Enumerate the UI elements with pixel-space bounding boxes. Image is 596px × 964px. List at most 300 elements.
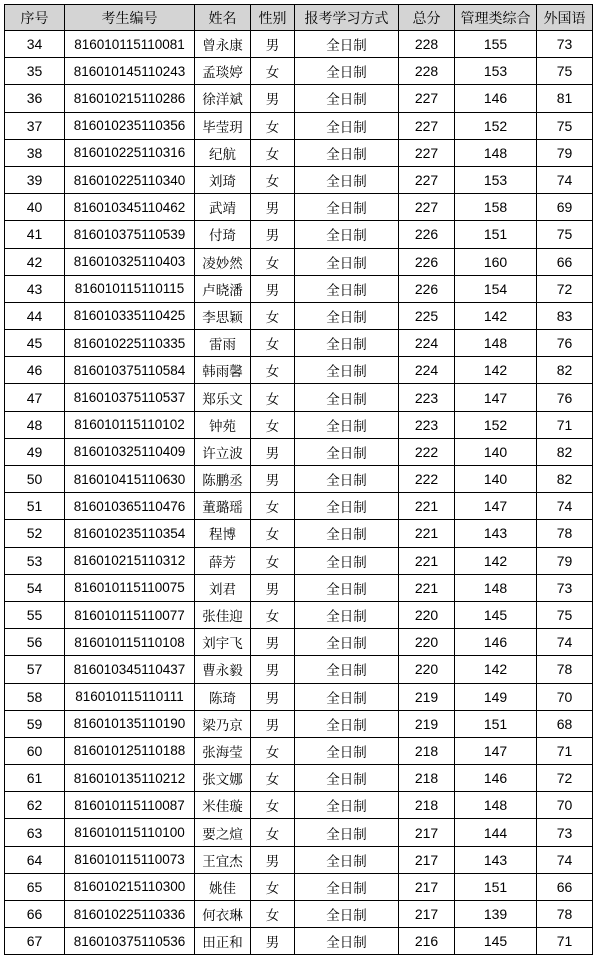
study-mode-cell: 全日制 — [295, 629, 399, 656]
foreign-language-cell: 79 — [537, 139, 593, 166]
gender-cell: 女 — [251, 139, 295, 166]
gender-cell: 男 — [251, 85, 295, 112]
foreign-language-cell: 70 — [537, 683, 593, 710]
total-score-cell: 222 — [399, 466, 455, 493]
study-mode-cell: 全日制 — [295, 221, 399, 248]
study-mode-cell: 全日制 — [295, 493, 399, 520]
name-cell: 付琦 — [195, 221, 251, 248]
management-score-cell: 151 — [455, 873, 537, 900]
table-row — [5, 221, 593, 248]
total-score-cell: 222 — [399, 438, 455, 465]
name-cell: 田正和 — [195, 928, 251, 955]
gender-cell: 女 — [251, 411, 295, 438]
management-score-cell: 160 — [455, 248, 537, 275]
study-mode-cell: 全日制 — [295, 846, 399, 873]
seq-cell: 40 — [5, 194, 65, 221]
study-mode-cell: 全日制 — [295, 166, 399, 193]
seq-cell: 57 — [5, 656, 65, 683]
gender-cell: 男 — [251, 221, 295, 248]
table-row — [5, 765, 593, 792]
study-mode-cell: 全日制 — [295, 438, 399, 465]
header-gender: 性别 — [251, 5, 295, 31]
management-score-cell: 146 — [455, 765, 537, 792]
header-exam-id: 考生编号 — [65, 5, 195, 31]
management-score-cell: 149 — [455, 683, 537, 710]
total-score-cell: 228 — [399, 58, 455, 85]
seq-cell: 34 — [5, 31, 65, 58]
gender-cell: 男 — [251, 928, 295, 955]
exam-id-cell: 816010345110437 — [65, 656, 195, 683]
exam-id-cell: 816010325110403 — [65, 248, 195, 275]
header-total-score: 总分 — [399, 5, 455, 31]
exam-id-cell: 816010345110462 — [65, 194, 195, 221]
foreign-language-cell: 71 — [537, 928, 593, 955]
study-mode-cell: 全日制 — [295, 873, 399, 900]
management-score-cell: 142 — [455, 656, 537, 683]
gender-cell: 女 — [251, 493, 295, 520]
foreign-language-cell: 75 — [537, 221, 593, 248]
name-cell: 许立波 — [195, 438, 251, 465]
header-management-score: 管理类综合 — [455, 5, 537, 31]
name-cell: 韩雨馨 — [195, 357, 251, 384]
total-score-cell: 226 — [399, 221, 455, 248]
seq-cell: 56 — [5, 629, 65, 656]
study-mode-cell: 全日制 — [295, 601, 399, 628]
total-score-cell: 227 — [399, 85, 455, 112]
table-row — [5, 819, 593, 846]
foreign-language-cell: 81 — [537, 85, 593, 112]
total-score-cell: 221 — [399, 493, 455, 520]
exam-id-cell: 816010335110425 — [65, 302, 195, 329]
name-cell: 刘宇飞 — [195, 629, 251, 656]
name-cell: 雷雨 — [195, 330, 251, 357]
management-score-cell: 154 — [455, 275, 537, 302]
study-mode-cell: 全日制 — [295, 710, 399, 737]
name-cell: 钟苑 — [195, 411, 251, 438]
exam-id-cell: 816010115110108 — [65, 629, 195, 656]
exam-id-cell: 816010225110316 — [65, 139, 195, 166]
study-mode-cell: 全日制 — [295, 384, 399, 411]
table-row — [5, 166, 593, 193]
foreign-language-cell: 72 — [537, 765, 593, 792]
total-score-cell: 219 — [399, 683, 455, 710]
foreign-language-cell: 76 — [537, 330, 593, 357]
total-score-cell: 225 — [399, 302, 455, 329]
name-cell: 凌妙然 — [195, 248, 251, 275]
name-cell: 张佳迎 — [195, 601, 251, 628]
management-score-cell: 148 — [455, 574, 537, 601]
exam-id-cell: 816010375110536 — [65, 928, 195, 955]
foreign-language-cell: 68 — [537, 710, 593, 737]
exam-id-cell: 816010115110111 — [65, 683, 195, 710]
name-cell: 毕莹玥 — [195, 112, 251, 139]
foreign-language-cell: 82 — [537, 357, 593, 384]
total-score-cell: 224 — [399, 330, 455, 357]
exam-id-cell: 816010115110087 — [65, 792, 195, 819]
exam-id-cell: 816010365110476 — [65, 493, 195, 520]
study-mode-cell: 全日制 — [295, 466, 399, 493]
name-cell: 梁乃京 — [195, 710, 251, 737]
gender-cell: 男 — [251, 656, 295, 683]
study-mode-cell: 全日制 — [295, 330, 399, 357]
study-mode-cell: 全日制 — [295, 31, 399, 58]
seq-cell: 43 — [5, 275, 65, 302]
name-cell: 姚佳 — [195, 873, 251, 900]
study-mode-cell: 全日制 — [295, 901, 399, 928]
table-row — [5, 466, 593, 493]
table-row — [5, 194, 593, 221]
foreign-language-cell: 73 — [537, 31, 593, 58]
total-score-cell: 217 — [399, 846, 455, 873]
table-row — [5, 547, 593, 574]
gender-cell: 男 — [251, 194, 295, 221]
total-score-cell: 227 — [399, 139, 455, 166]
foreign-language-cell: 74 — [537, 846, 593, 873]
gender-cell: 女 — [251, 166, 295, 193]
gender-cell: 男 — [251, 31, 295, 58]
foreign-language-cell: 75 — [537, 601, 593, 628]
name-cell: 薛芳 — [195, 547, 251, 574]
table-row — [5, 493, 593, 520]
exam-id-cell: 816010415110630 — [65, 466, 195, 493]
exam-id-cell: 816010375110537 — [65, 384, 195, 411]
gender-cell: 男 — [251, 846, 295, 873]
seq-cell: 38 — [5, 139, 65, 166]
management-score-cell: 140 — [455, 466, 537, 493]
exam-id-cell: 816010225110335 — [65, 330, 195, 357]
foreign-language-cell: 66 — [537, 248, 593, 275]
table-row — [5, 928, 593, 955]
study-mode-cell: 全日制 — [295, 765, 399, 792]
total-score-cell: 220 — [399, 629, 455, 656]
gender-cell: 女 — [251, 737, 295, 764]
total-score-cell: 216 — [399, 928, 455, 955]
gender-cell: 男 — [251, 710, 295, 737]
total-score-cell: 221 — [399, 520, 455, 547]
seq-cell: 52 — [5, 520, 65, 547]
table-row — [5, 656, 593, 683]
name-cell: 张文娜 — [195, 765, 251, 792]
management-score-cell: 147 — [455, 384, 537, 411]
gender-cell: 男 — [251, 438, 295, 465]
exam-id-cell: 816010115110073 — [65, 846, 195, 873]
table-row — [5, 873, 593, 900]
table-row — [5, 737, 593, 764]
management-score-cell: 147 — [455, 493, 537, 520]
table-row — [5, 520, 593, 547]
exam-id-cell: 816010235110356 — [65, 112, 195, 139]
gender-cell: 男 — [251, 629, 295, 656]
gender-cell: 女 — [251, 819, 295, 846]
header-study-mode: 报考学习方式 — [295, 5, 399, 31]
name-cell: 李思颖 — [195, 302, 251, 329]
seq-cell: 51 — [5, 493, 65, 520]
seq-cell: 55 — [5, 601, 65, 628]
name-cell: 武靖 — [195, 194, 251, 221]
table-body — [5, 31, 593, 955]
gender-cell: 男 — [251, 466, 295, 493]
management-score-cell: 145 — [455, 928, 537, 955]
foreign-language-cell: 71 — [537, 737, 593, 764]
management-score-cell: 142 — [455, 547, 537, 574]
exam-id-cell: 816010125110188 — [65, 737, 195, 764]
exam-id-cell: 816010325110409 — [65, 438, 195, 465]
name-cell: 董璐瑶 — [195, 493, 251, 520]
gender-cell: 女 — [251, 112, 295, 139]
gender-cell: 女 — [251, 792, 295, 819]
foreign-language-cell: 70 — [537, 792, 593, 819]
foreign-language-cell: 73 — [537, 574, 593, 601]
gender-cell: 女 — [251, 901, 295, 928]
seq-cell: 36 — [5, 85, 65, 112]
management-score-cell: 152 — [455, 411, 537, 438]
total-score-cell: 217 — [399, 901, 455, 928]
management-score-cell: 153 — [455, 58, 537, 85]
gender-cell: 女 — [251, 330, 295, 357]
gender-cell: 女 — [251, 302, 295, 329]
header-row — [5, 5, 593, 31]
name-cell: 要之煊 — [195, 819, 251, 846]
name-cell: 纪航 — [195, 139, 251, 166]
gender-cell: 女 — [251, 357, 295, 384]
seq-cell: 62 — [5, 792, 65, 819]
foreign-language-cell: 83 — [537, 302, 593, 329]
score-table — [4, 4, 593, 955]
seq-cell: 41 — [5, 221, 65, 248]
study-mode-cell: 全日制 — [295, 574, 399, 601]
table-row — [5, 302, 593, 329]
seq-cell: 59 — [5, 710, 65, 737]
seq-cell: 67 — [5, 928, 65, 955]
exam-id-cell: 816010215110286 — [65, 85, 195, 112]
foreign-language-cell: 74 — [537, 166, 593, 193]
seq-cell: 58 — [5, 683, 65, 710]
foreign-language-cell: 74 — [537, 493, 593, 520]
name-cell: 张海莹 — [195, 737, 251, 764]
foreign-language-cell: 76 — [537, 384, 593, 411]
seq-cell: 54 — [5, 574, 65, 601]
management-score-cell: 142 — [455, 302, 537, 329]
gender-cell: 女 — [251, 58, 295, 85]
name-cell: 徐洋斌 — [195, 85, 251, 112]
gender-cell: 男 — [251, 683, 295, 710]
seq-cell: 37 — [5, 112, 65, 139]
name-cell: 刘君 — [195, 574, 251, 601]
total-score-cell: 223 — [399, 384, 455, 411]
exam-id-cell: 816010235110354 — [65, 520, 195, 547]
study-mode-cell: 全日制 — [295, 547, 399, 574]
study-mode-cell: 全日制 — [295, 139, 399, 166]
foreign-language-cell: 72 — [537, 275, 593, 302]
management-score-cell: 146 — [455, 85, 537, 112]
gender-cell: 女 — [251, 520, 295, 547]
table-row — [5, 574, 593, 601]
study-mode-cell: 全日制 — [295, 737, 399, 764]
foreign-language-cell: 82 — [537, 438, 593, 465]
foreign-language-cell: 74 — [537, 629, 593, 656]
foreign-language-cell: 71 — [537, 411, 593, 438]
seq-cell: 65 — [5, 873, 65, 900]
management-score-cell: 153 — [455, 166, 537, 193]
management-score-cell: 147 — [455, 737, 537, 764]
total-score-cell: 226 — [399, 248, 455, 275]
seq-cell: 48 — [5, 411, 65, 438]
name-cell: 何衣琳 — [195, 901, 251, 928]
header-seq: 序号 — [5, 5, 65, 31]
study-mode-cell: 全日制 — [295, 275, 399, 302]
table-row — [5, 384, 593, 411]
gender-cell: 男 — [251, 275, 295, 302]
management-score-cell: 146 — [455, 629, 537, 656]
seq-cell: 60 — [5, 737, 65, 764]
study-mode-cell: 全日制 — [295, 58, 399, 85]
study-mode-cell: 全日制 — [295, 656, 399, 683]
exam-id-cell: 816010225110340 — [65, 166, 195, 193]
management-score-cell: 155 — [455, 31, 537, 58]
table-row — [5, 411, 593, 438]
exam-id-cell: 816010145110243 — [65, 58, 195, 85]
table-row — [5, 139, 593, 166]
exam-id-cell: 816010115110102 — [65, 411, 195, 438]
exam-id-cell: 816010135110190 — [65, 710, 195, 737]
total-score-cell: 228 — [399, 31, 455, 58]
management-score-cell: 145 — [455, 601, 537, 628]
name-cell: 米佳璇 — [195, 792, 251, 819]
study-mode-cell: 全日制 — [295, 112, 399, 139]
total-score-cell: 220 — [399, 656, 455, 683]
exam-id-cell: 816010115110081 — [65, 31, 195, 58]
total-score-cell: 217 — [399, 873, 455, 900]
total-score-cell: 218 — [399, 792, 455, 819]
name-cell: 曹永毅 — [195, 656, 251, 683]
seq-cell: 42 — [5, 248, 65, 275]
table-row — [5, 629, 593, 656]
management-score-cell: 152 — [455, 112, 537, 139]
exam-id-cell: 816010215110300 — [65, 873, 195, 900]
name-cell: 郑乐文 — [195, 384, 251, 411]
total-score-cell: 227 — [399, 194, 455, 221]
name-cell: 陈琦 — [195, 683, 251, 710]
exam-id-cell: 816010115110115 — [65, 275, 195, 302]
name-cell: 曾永康 — [195, 31, 251, 58]
seq-cell: 47 — [5, 384, 65, 411]
management-score-cell: 140 — [455, 438, 537, 465]
total-score-cell: 220 — [399, 601, 455, 628]
foreign-language-cell: 78 — [537, 656, 593, 683]
seq-cell: 63 — [5, 819, 65, 846]
table-row — [5, 112, 593, 139]
foreign-language-cell: 75 — [537, 112, 593, 139]
exam-id-cell: 816010215110312 — [65, 547, 195, 574]
gender-cell: 女 — [251, 384, 295, 411]
table-row — [5, 31, 593, 58]
seq-cell: 61 — [5, 765, 65, 792]
management-score-cell: 148 — [455, 330, 537, 357]
table-row — [5, 901, 593, 928]
total-score-cell: 221 — [399, 547, 455, 574]
exam-id-cell: 816010115110100 — [65, 819, 195, 846]
seq-cell: 66 — [5, 901, 65, 928]
exam-id-cell: 816010375110539 — [65, 221, 195, 248]
gender-cell: 女 — [251, 547, 295, 574]
management-score-cell: 139 — [455, 901, 537, 928]
exam-id-cell: 816010115110075 — [65, 574, 195, 601]
table-row — [5, 275, 593, 302]
management-score-cell: 148 — [455, 792, 537, 819]
foreign-language-cell: 78 — [537, 901, 593, 928]
seq-cell: 64 — [5, 846, 65, 873]
total-score-cell: 217 — [399, 819, 455, 846]
table-row — [5, 710, 593, 737]
table-row — [5, 601, 593, 628]
foreign-language-cell: 75 — [537, 58, 593, 85]
foreign-language-cell: 73 — [537, 819, 593, 846]
total-score-cell: 227 — [399, 112, 455, 139]
study-mode-cell: 全日制 — [295, 411, 399, 438]
table-row — [5, 846, 593, 873]
foreign-language-cell: 78 — [537, 520, 593, 547]
name-cell: 孟琰婷 — [195, 58, 251, 85]
total-score-cell: 218 — [399, 737, 455, 764]
gender-cell: 女 — [251, 601, 295, 628]
table-row — [5, 438, 593, 465]
study-mode-cell: 全日制 — [295, 85, 399, 112]
seq-cell: 53 — [5, 547, 65, 574]
foreign-language-cell: 66 — [537, 873, 593, 900]
table-row — [5, 330, 593, 357]
management-score-cell: 158 — [455, 194, 537, 221]
gender-cell: 女 — [251, 873, 295, 900]
study-mode-cell: 全日制 — [295, 792, 399, 819]
gender-cell: 女 — [251, 765, 295, 792]
foreign-language-cell: 82 — [537, 466, 593, 493]
study-mode-cell: 全日制 — [295, 819, 399, 846]
name-cell: 卢晓潘 — [195, 275, 251, 302]
exam-id-cell: 816010225110336 — [65, 901, 195, 928]
study-mode-cell: 全日制 — [295, 302, 399, 329]
management-score-cell: 143 — [455, 846, 537, 873]
study-mode-cell: 全日制 — [295, 683, 399, 710]
total-score-cell: 223 — [399, 411, 455, 438]
seq-cell: 49 — [5, 438, 65, 465]
total-score-cell: 221 — [399, 574, 455, 601]
header-name: 姓名 — [195, 5, 251, 31]
study-mode-cell: 全日制 — [295, 357, 399, 384]
seq-cell: 50 — [5, 466, 65, 493]
gender-cell: 女 — [251, 248, 295, 275]
table-row — [5, 248, 593, 275]
table-row — [5, 683, 593, 710]
name-cell: 程博 — [195, 520, 251, 547]
management-score-cell: 142 — [455, 357, 537, 384]
study-mode-cell: 全日制 — [295, 194, 399, 221]
total-score-cell: 227 — [399, 166, 455, 193]
header-foreign-language: 外国语 — [537, 5, 593, 31]
name-cell: 王宜杰 — [195, 846, 251, 873]
table-row — [5, 85, 593, 112]
name-cell: 刘琦 — [195, 166, 251, 193]
foreign-language-cell: 69 — [537, 194, 593, 221]
seq-cell: 44 — [5, 302, 65, 329]
study-mode-cell: 全日制 — [295, 248, 399, 275]
management-score-cell: 151 — [455, 221, 537, 248]
foreign-language-cell: 79 — [537, 547, 593, 574]
exam-id-cell: 816010135110212 — [65, 765, 195, 792]
management-score-cell: 148 — [455, 139, 537, 166]
seq-cell: 35 — [5, 58, 65, 85]
total-score-cell: 219 — [399, 710, 455, 737]
total-score-cell: 224 — [399, 357, 455, 384]
